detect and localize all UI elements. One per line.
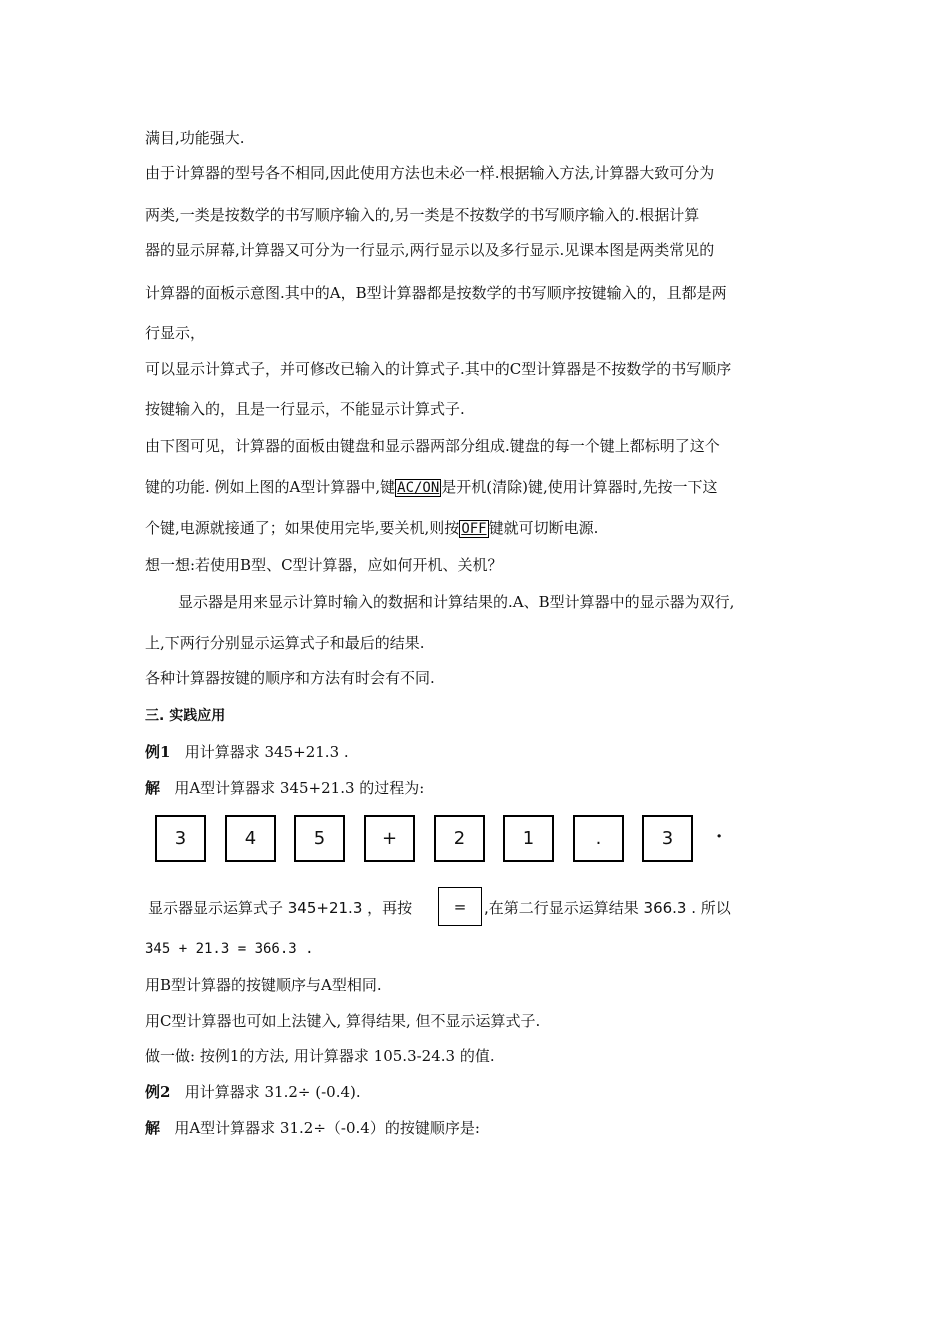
line-10-pre: 键的功能. 例如上图的A型计算器中,键 <box>145 478 396 496</box>
solution-2-text: 用A型计算器求 31.2÷（-0.4）的按键顺序是: <box>174 1119 480 1137</box>
line-7: 可以显示计算式子，并可修改已输入的计算式子.其中的C型计算器是不按数学的书写顺序 <box>145 360 732 378</box>
line-14: 上,下两行分别显示运算式子和最后的结果. <box>145 634 425 652</box>
line-c: 用C型计算器也可如上法键入, 算得结果, 但不显示运算式子. <box>145 1012 541 1030</box>
key-plus: + <box>364 815 415 862</box>
example-1-label: 例1 <box>145 743 171 761</box>
example-1 <box>145 742 349 762</box>
try-it: 做一做: 按例1的方法, 用计算器求 105.3-24.3 的值. <box>145 1047 495 1065</box>
section-title: 三. 实践应用 <box>145 708 226 724</box>
line-9: 由下图可见，计算器的面板由键盘和显示器两部分组成.键盘的每一个键上都标明了这个 <box>145 437 720 455</box>
key-4: 4 <box>225 815 276 862</box>
key-2: 2 <box>434 815 485 862</box>
equation: 345 + 21.3 = 366.3 . <box>145 941 314 957</box>
line-6: 行显示， <box>145 324 206 342</box>
line-11 <box>145 518 598 539</box>
result-line-pre: 显示器显示运算式子 345+21.3 ，再按 <box>148 899 413 917</box>
line-8: 按键输入的，且是一行显示，不能显示计算式子. <box>145 400 465 418</box>
key-sequence-end-dot: · <box>716 826 723 847</box>
line-1: 满目,功能强大. <box>145 129 245 147</box>
key-3b: 3 <box>642 815 693 862</box>
line-3: 两类,一类是按数学的书写顺序输入的,另一类是不按数学的书写顺序输入的.根据计算 <box>145 206 700 224</box>
key-3: 3 <box>155 815 206 862</box>
example-2-text: 用计算器求 31.2÷ (-0.4). <box>184 1083 361 1101</box>
example-1-text: 用计算器求 345+21.3 . <box>184 743 349 761</box>
ac-on-key: AC/ON <box>397 480 440 496</box>
line-10-post: 是开机(清除)键,使用计算器时,先按一下这 <box>441 478 718 496</box>
result-line-post: ,在第二行显示运算结果 366.3 . 所以 <box>484 899 731 917</box>
line-2: 由于计算器的型号各不相同,因此使用方法也未必一样.根据输入方法,计算器大致可分为 <box>145 164 715 182</box>
equals-key: = <box>438 887 482 926</box>
line-5: 计算器的面板示意图.其中的A，B型计算器都是按数学的书写顺序按键输入的，且都是两 <box>145 284 727 302</box>
example-2 <box>145 1082 361 1102</box>
example-2-label: 例2 <box>145 1083 171 1101</box>
solution-2-label: 解 <box>145 1119 161 1137</box>
line-10 <box>145 477 718 498</box>
line-b: 用B型计算器的按键顺序与A型相同. <box>145 976 382 994</box>
line-13: 显示器是用来显示计算时输入的数据和计算结果的.A、B型计算器中的显示器为双行, <box>178 593 735 611</box>
solution-1-text: 用A型计算器求 345+21.3 的过程为: <box>174 779 425 797</box>
line-4: 器的显示屏幕,计算器又可分为一行显示,两行显示以及多行显示.见课本图是两类常见的 <box>145 241 715 259</box>
line-12: 想一想:若使用B型、C型计算器，应如何开机、关机？ <box>145 556 503 574</box>
solution-1 <box>145 778 424 798</box>
key-1: 1 <box>503 815 554 862</box>
line-15: 各种计算器按键的顺序和方法有时会有不同. <box>145 669 435 687</box>
line-11-post: 键就可切断电源. <box>488 519 599 537</box>
solution-1-label: 解 <box>145 779 161 797</box>
solution-2 <box>145 1118 480 1138</box>
line-11-pre: 个键,电源就接通了；如果使用完毕,要关机,则按 <box>145 519 460 537</box>
off-key: OFF <box>461 521 487 537</box>
key-5: 5 <box>294 815 345 862</box>
key-dot: . <box>573 815 624 862</box>
